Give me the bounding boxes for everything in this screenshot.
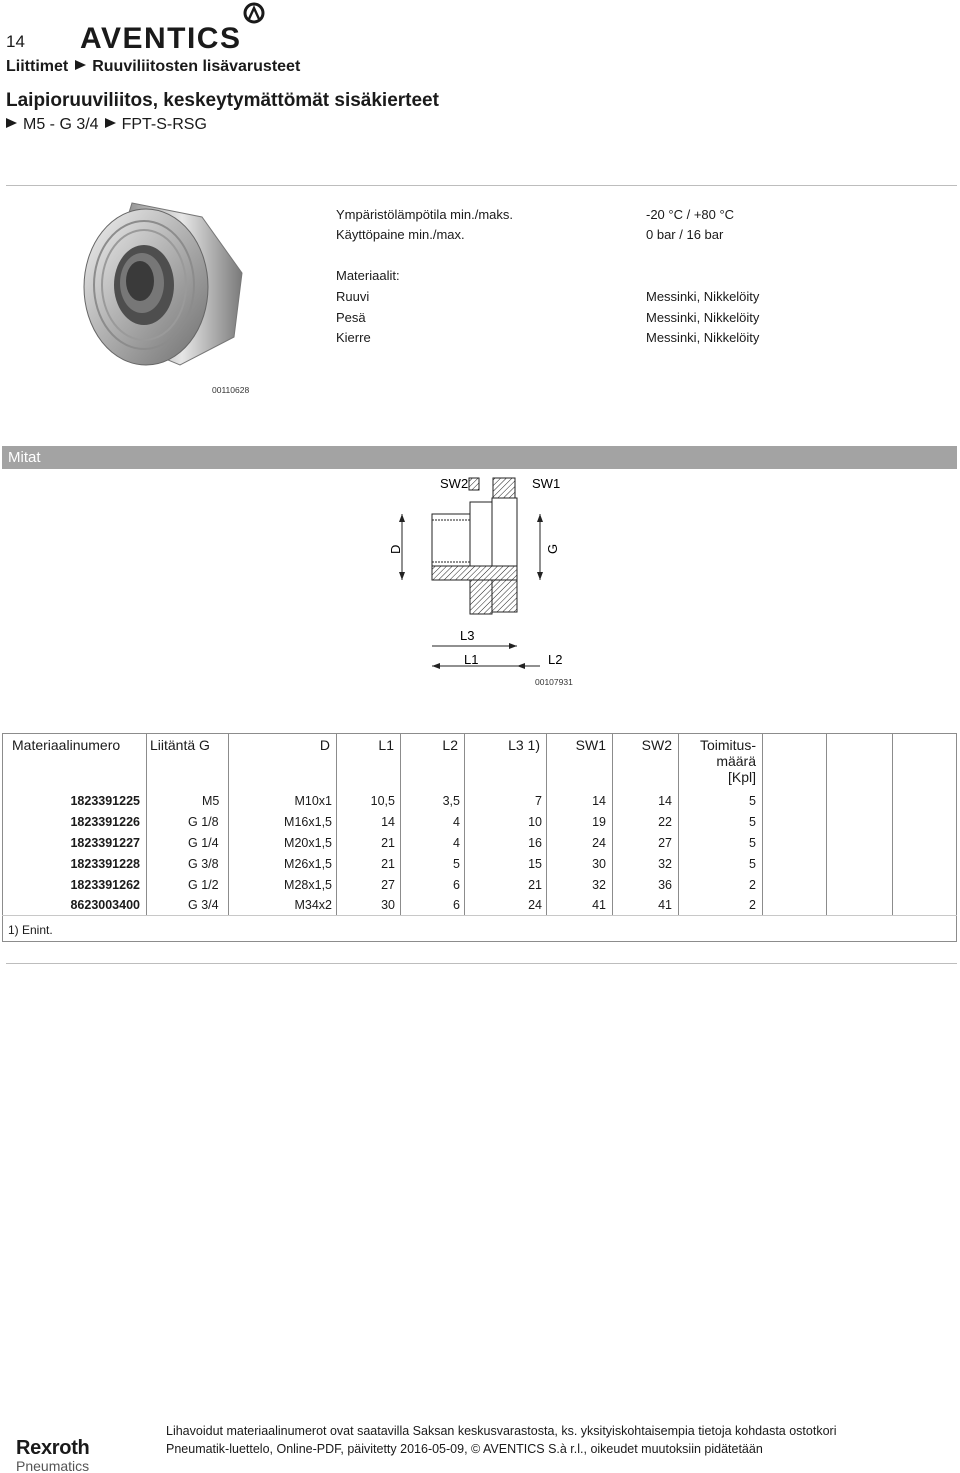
cell-sw1: 30 [592,857,606,871]
material-value-ruuvi: Messinki, Nikkelöity [646,289,760,304]
label-g: G [545,543,560,554]
product-photo [62,195,262,375]
cell-l2: 5 [453,857,460,871]
cell-l2: 4 [453,836,460,850]
aventics-logo [80,0,270,52]
breadcrumb [6,58,300,76]
cell-qty: 5 [749,794,756,808]
cell-connection: G 3/8 [188,857,219,871]
cell-material-number[interactable]: 1823391227 [70,836,140,850]
rexroth-logo: Rexroth [16,1437,90,1459]
cell-l3: 24 [528,898,542,912]
table-column-divider [826,733,827,915]
cell-qty: 2 [749,898,756,912]
cell-d: M10x1 [294,794,332,808]
cell-l3: 15 [528,857,542,871]
header-d: D [319,737,330,753]
table-column-divider [612,733,613,915]
label-l1: L1 [464,652,479,667]
materials-heading: Materiaalit: [336,268,400,283]
dimension-drawing [380,474,590,674]
label-sw2: SW2 [440,476,469,491]
page-title: Laipioruuviliitos, keskeytymättömät sisäkierteet [6,90,439,111]
material-label-pesa: Pesä [336,310,366,325]
cell-d: M16x1,5 [284,815,332,829]
material-value-pesa: Messinki, Nikkelöity [646,310,760,325]
cell-sw2: 27 [658,836,672,850]
breadcrumb-item-liittimet[interactable]: Liittimet [6,58,69,75]
header-sw2: SW2 [641,737,672,753]
cell-connection: G 3/4 [188,898,219,912]
label-l2: L2 [548,652,563,667]
table-footnote: 1) Enint. [8,923,53,937]
cell-material-number[interactable]: 8623003400 [70,898,140,912]
cell-l2: 6 [453,878,460,892]
cell-sw1: 14 [592,794,606,808]
header-l2: L2 [442,737,458,753]
cell-l1: 21 [381,836,395,850]
table-column-divider [228,733,229,915]
table-column-divider [892,733,893,915]
label-sw1: SW1 [532,476,561,491]
breadcrumb-arrow-icon [75,60,86,70]
subtitle-arrow-icon [6,118,17,128]
cell-material-number[interactable]: 1823391225 [70,794,140,808]
material-label-kierre: Kierre [336,330,371,345]
cell-connection: M5 [202,794,220,808]
cell-l2: 4 [453,815,460,829]
table-column-divider [464,733,465,915]
cell-sw2: 14 [658,794,672,808]
header-l3: L3 1) [508,737,540,753]
cell-sw1: 19 [592,815,606,829]
content-divider [6,963,957,964]
footer-note-line2: Pneumatik-luettelo, Online-PDF, päivitetty 2016-05-09, © AVENTICS S.à r.l., oikeudet muutoksiin pidätetään [166,1442,763,1456]
cell-connection: G 1/4 [188,836,219,850]
cell-qty: 5 [749,836,756,850]
cell-qty: 5 [749,815,756,829]
cell-material-number[interactable]: 1823391228 [70,857,140,871]
cell-material-number[interactable]: 1823391262 [70,878,140,892]
cell-d: M20x1,5 [284,836,332,850]
cell-d: M34x2 [294,898,332,912]
cell-qty: 5 [749,857,756,871]
page-number: 14 [6,32,25,51]
cell-sw1: 32 [592,878,606,892]
header-toimitus-line1: Toimitus- [699,737,756,753]
header-toimitusmaara [686,737,756,785]
cell-l3: 7 [535,794,542,808]
product-subtitle [6,116,207,134]
cell-l3: 21 [528,878,542,892]
header-divider [6,185,957,186]
photo-id: 00110628 [212,385,250,395]
cell-l1: 10,5 [370,794,395,808]
cell-l1: 14 [381,815,395,829]
spec-temperature-label: Ympäristölämpötila min./maks. [336,207,513,222]
cell-sw2: 41 [658,898,672,912]
cell-l1: 21 [381,857,395,871]
spec-pressure-label: Käyttöpaine min./max. [336,227,465,242]
table-column-divider [146,733,147,915]
label-d: D [388,544,403,554]
cell-d: M26x1,5 [284,857,332,871]
header-materiaalinumero: Materiaalinumero [12,737,121,753]
cell-l3: 10 [528,815,542,829]
cell-l1: 30 [381,898,395,912]
label-l3: L3 [460,628,475,643]
cell-sw1: 41 [592,898,606,912]
cell-sw2: 36 [658,878,672,892]
cell-l3: 16 [528,836,542,850]
table-column-divider [678,733,679,915]
series-code: FPT-S-RSG [121,116,207,133]
table-footer-divider [2,915,957,916]
cell-material-number[interactable]: 1823391226 [70,815,140,829]
header-l1: L1 [378,737,394,753]
header-sw1: SW1 [575,737,606,753]
cell-l2: 6 [453,898,460,912]
footer-note-line1: Lihavoidut materiaalinumerot ovat saatavilla Saksan keskusvarastosta, ks. yksityiskohtaisempia tietoja kohdasta ostotkori [166,1424,837,1438]
table-column-divider [762,733,763,915]
cell-sw1: 24 [592,836,606,850]
drawing-id: 00107931 [535,677,573,687]
breadcrumb-item-accessories[interactable]: Ruuviliitosten lisävarusteet [92,58,301,75]
cell-connection: G 1/8 [188,815,219,829]
cell-l2: 3,5 [442,794,460,808]
cell-sw2: 22 [658,815,672,829]
thread-range: M5 - G 3/4 [23,116,99,133]
cell-sw2: 32 [658,857,672,871]
cell-qty: 2 [749,878,756,892]
header-toimitus-line2: määrä [716,753,756,769]
section-header-mitat: Mitat [2,446,957,469]
material-value-kierre: Messinki, Nikkelöity [646,330,760,345]
table-column-divider [336,733,337,915]
table-column-divider [546,733,547,915]
header-toimitus-line3: [Kpl] [727,769,756,785]
cell-connection: G 1/2 [188,878,219,892]
header-liitanta: Liitäntä G [150,737,210,753]
cell-l1: 27 [381,878,395,892]
aventics-wordmark: AVENTICS [80,22,242,52]
table-column-divider [400,733,401,915]
subtitle-arrow-icon [105,118,116,128]
cell-d: M28x1,5 [284,878,332,892]
material-label-ruuvi: Ruuvi [336,289,370,304]
spec-pressure-value: 0 bar / 16 bar [646,227,724,242]
spec-temperature-value: -20 °C / +80 °C [646,207,735,222]
rexroth-logo-subtitle: Pneumatics [16,1458,90,1473]
